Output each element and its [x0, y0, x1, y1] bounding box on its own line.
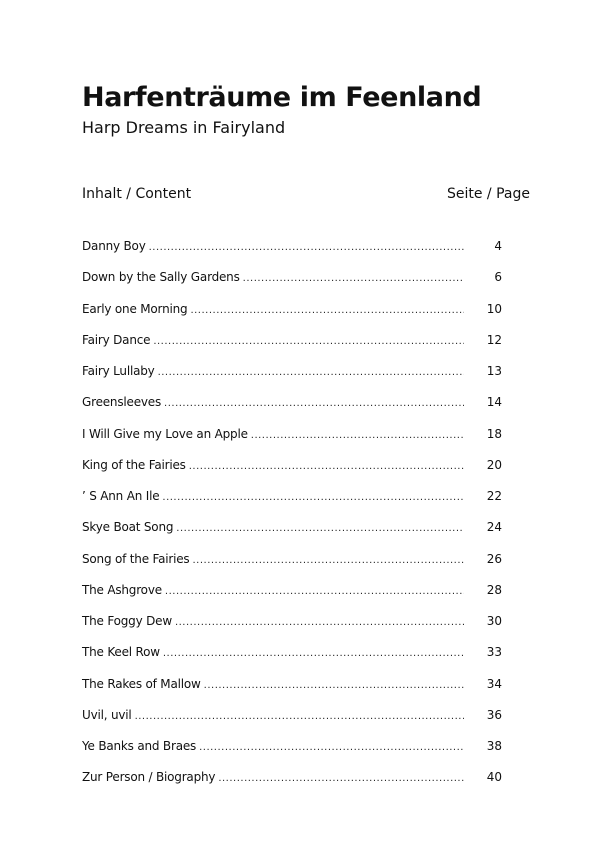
toc-entry-page: 33: [486, 645, 502, 660]
dot-leader: [135, 707, 464, 727]
toc-entry-page: 34: [486, 676, 502, 691]
dot-leader: [243, 269, 464, 289]
toc-entry-title: Greensleeves: [82, 395, 162, 410]
dot-leader: [153, 332, 464, 352]
toc-entry-page: 26: [486, 551, 502, 566]
dot-leader: [175, 613, 464, 633]
toc-entry[interactable]: [82, 767, 502, 798]
toc-entry-page: 14: [486, 395, 502, 410]
toc-entry-page: 30: [486, 614, 502, 628]
dot-leader: [164, 394, 464, 414]
dot-leader: [158, 363, 464, 383]
toc-entry[interactable]: [82, 455, 502, 486]
toc-entry-title: The Rakes of Mallow: [82, 676, 201, 691]
toc-entry-title: The Ashgrove: [82, 582, 162, 597]
toc-header-page-label: Seite / Page: [446, 186, 530, 202]
toc-entry-title: Early one Morning: [82, 301, 188, 316]
toc-entry-title: Song of the Fairies: [82, 551, 190, 566]
dot-leader: [218, 769, 464, 789]
toc-entry-title: Down by the Sally Gardens: [82, 270, 240, 285]
toc-entry[interactable]: [82, 299, 502, 330]
toc-entry[interactable]: [82, 705, 502, 736]
toc-entry-title: Fairy Dance: [82, 332, 151, 347]
toc-entry-page: 6: [494, 270, 502, 285]
toc-entry[interactable]: [82, 392, 502, 423]
toc-entry-page: 36: [486, 707, 502, 722]
toc-entry[interactable]: [82, 236, 502, 267]
toc-entry[interactable]: [82, 549, 502, 580]
toc-entry-title: Danny Boy: [82, 239, 146, 253]
toc-entry-page: 18: [486, 426, 502, 441]
page-subtitle: Harp Dreams in Fairyland: [82, 118, 286, 137]
dot-leader: [176, 519, 464, 539]
toc-entry[interactable]: [82, 736, 502, 767]
page-title: Harfenträume im Feenland: [82, 82, 482, 113]
toc-entry[interactable]: [82, 424, 502, 455]
toc-entry-title: King of the Fairies: [82, 457, 186, 472]
toc-entry-page: 40: [486, 770, 502, 785]
dot-leader: [190, 301, 464, 321]
toc-entry-page: 10: [486, 301, 502, 316]
toc-entry-page: 20: [486, 457, 502, 472]
table-of-contents: [82, 236, 502, 799]
toc-entry[interactable]: [82, 642, 502, 673]
toc-entry[interactable]: [82, 267, 502, 298]
toc-entry-page: 13: [486, 364, 502, 378]
toc-entry[interactable]: [82, 517, 502, 548]
toc-header: [82, 184, 530, 204]
toc-entry-title: The Foggy Dew: [82, 614, 172, 628]
toc-entry-title: Uvil, uvil: [82, 707, 132, 722]
toc-entry[interactable]: [82, 674, 502, 705]
dot-leader: [189, 457, 464, 477]
toc-entry-title: I Will Give my Love an Apple: [82, 426, 248, 441]
dot-leader: [251, 426, 464, 446]
dot-leader: [162, 488, 464, 508]
toc-header-content-label: Inhalt / Content: [82, 186, 192, 202]
toc-entry-title: Zur Person / Biography: [82, 770, 216, 785]
toc-entry[interactable]: [82, 330, 502, 361]
toc-entry[interactable]: [82, 580, 502, 611]
toc-entry-page: 24: [486, 520, 502, 535]
toc-entry-title: The Keel Row: [82, 645, 160, 660]
toc-entry-page: 28: [486, 582, 502, 597]
toc-entry[interactable]: [82, 486, 502, 517]
toc-entry-page: 22: [486, 489, 502, 503]
toc-entry-page: 4: [494, 239, 502, 253]
dot-leader: [204, 676, 464, 696]
dot-leader: [149, 238, 464, 258]
toc-entry-title: Fairy Lullaby: [82, 364, 155, 378]
dot-leader: [192, 551, 464, 571]
toc-entry[interactable]: [82, 361, 502, 392]
dot-leader: [165, 582, 464, 602]
dot-leader: [199, 738, 464, 758]
toc-entry[interactable]: [82, 611, 502, 642]
toc-entry-title: Skye Boat Song: [82, 520, 174, 535]
toc-entry-title: Ye Banks and Braes: [82, 739, 197, 753]
dot-leader: [163, 644, 464, 664]
toc-entry-page: 12: [486, 332, 502, 347]
toc-entry-page: 38: [486, 739, 502, 753]
toc-entry-title: ’ S Ann An Ile: [82, 489, 160, 503]
